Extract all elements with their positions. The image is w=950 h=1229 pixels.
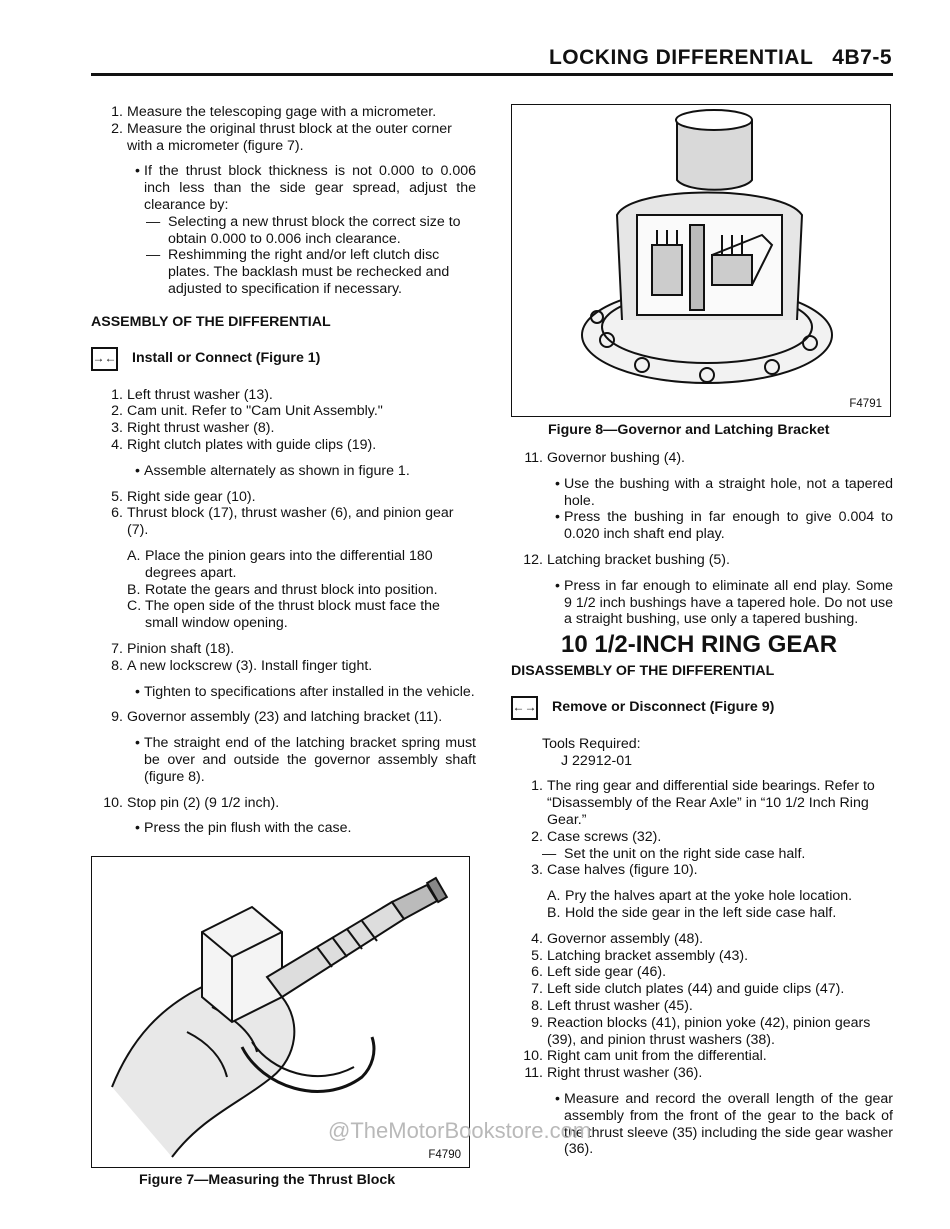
list-item: 11. Governor bushing (4).	[524, 450, 686, 466]
figure-8	[511, 104, 891, 417]
dash-item: — Set the unit on the right side case half.	[542, 845, 806, 862]
list-item: 11. Right thrust washer (36).	[524, 1065, 703, 1082]
bullet-item: • Assemble alternately as shown in figure 1.	[135, 462, 410, 479]
header-rule	[91, 73, 893, 76]
list-item: 6. Thrust block (17), thrust washer (6), and pinion gear (7).	[111, 505, 454, 539]
figure-8-id: F4791	[849, 398, 882, 410]
list-item: 3. Case halves (figure 10).	[531, 862, 698, 879]
list-item: 1. The ring gear and differential side bearings. Refer to “Disassembly of the Rear Axle” in “10 1/2 Inch Ring Gear.”	[531, 778, 875, 828]
dash-item: — Selecting a new thrust block the correct size to obtain 0.000 to 0.006 inch clearance.	[146, 213, 461, 247]
list-item: 5. Latching bracket assembly (43).	[531, 947, 749, 964]
figure-7-id: F4790	[428, 1149, 461, 1161]
lettered-item: A. Place the pinion gears into the differential 180 degrees apart.	[127, 547, 433, 581]
header-title: LOCKING DIFFERENTIAL	[548, 46, 814, 69]
bullet-item: • Press the pin flush with the case.	[135, 820, 352, 837]
left-column	[91, 104, 476, 837]
list-item: 6. Left side gear (46).	[531, 964, 667, 981]
bullet-item: • Use the bushing with a straight hole, not a tapered hole.	[555, 475, 893, 509]
remove-disconnect-icon: ←→	[511, 696, 538, 720]
lettered-item: A. Pry the halves apart at the yoke hole location.	[547, 888, 853, 905]
list-item: 7. Pinion shaft (18).	[111, 640, 235, 657]
list-item: 2. Measure the original thrust block at the outer corner with a micrometer (figure 7).	[111, 120, 452, 154]
bullet-item: • Measure and record the overall length of the gear assembly from the front of the gear to the back of the thrust sleeve (35) including the side gear washer (36).	[555, 1090, 893, 1158]
list-item: 7. Left side clutch plates (44) and guide clips (47).	[531, 981, 845, 998]
figure-7-caption: Figure 7—Measuring the Thrust Block	[139, 1172, 396, 1188]
page-number: 4B7-5	[832, 46, 892, 69]
list-item: 9. Governor assembly (23) and latching bracket (11).	[111, 709, 443, 726]
tools-label: Tools Required:	[542, 735, 641, 752]
list-item: 10. Right cam unit from the differential.	[523, 1048, 767, 1065]
tools-value: J 22912-01	[561, 752, 632, 769]
bullet-item: • Press the bushing in far enough to give 0.004 to 0.020 inch shaft end play.	[555, 509, 893, 543]
list-item: 5. Right side gear (10).	[111, 488, 256, 505]
bullet-item: • The straight end of the latching bracket spring must be over and outside the governor assembly shaft (figure 8).	[135, 735, 476, 785]
governor-illustration	[512, 105, 889, 415]
bullet-item: • Tighten to specifications after installed in the vehicle.	[135, 683, 475, 700]
list-item: 1. Measure the telescoping gage with a micrometer.	[111, 104, 437, 120]
list-item: 4. Governor assembly (48).	[531, 930, 704, 947]
list-item: 1. Left thrust washer (13).	[111, 386, 273, 403]
list-item: 8. Left thrust washer (45).	[531, 997, 693, 1014]
list-item: 10. Stop pin (2) (9 1/2 inch).	[103, 794, 280, 811]
remove-heading: ←→ Remove or Disconnect (Figure 9)	[511, 696, 893, 720]
list-item: 9. Reaction blocks (41), pinion yoke (42), pinion gears (39), and pinion thrust washers (38).	[531, 1014, 871, 1048]
list-item: 2. Case screws (32).	[531, 828, 662, 845]
right-column	[511, 450, 893, 1158]
ring-gear-heading: 10 1/2-INCH RING GEAR	[561, 631, 838, 659]
list-item: 2. Cam unit. Refer to "Cam Unit Assembly."	[111, 403, 383, 420]
list-item: 8. A new lockscrew (3). Install finger tight.	[111, 657, 373, 674]
install-heading: →← Install or Connect (Figure 1)	[91, 347, 476, 371]
lettered-item: B. Rotate the gears and thrust block into position.	[127, 581, 438, 598]
lettered-item: B. Hold the side gear in the left side case half.	[547, 904, 837, 921]
disassembly-heading: DISASSEMBLY OF THE DIFFERENTIAL	[511, 662, 775, 679]
list-item: 12. Latching bracket bushing (5).	[523, 551, 730, 568]
page-header	[549, 46, 892, 70]
install-connect-icon: →←	[91, 347, 118, 371]
assembly-heading: ASSEMBLY OF THE DIFFERENTIAL	[91, 313, 331, 330]
bullet-item: • Press in far enough to eliminate all end play. Some 9 1/2 inch bushings have a tapered hole. Do not use a straight bushing, use only a tapered bushing.	[555, 577, 893, 628]
bullet-item: • If the thrust block thickness is not 0.000 to 0.006 inch less than the side gear spread, adjust the clearance by:	[135, 163, 476, 213]
figure-8-caption: Figure 8—Governor and Latching Bracket	[548, 422, 830, 438]
dash-item: — Reshimming the right and/or left clutch disc plates. The backlash must be rechecked and adjusted to specification if necessary.	[146, 247, 450, 297]
list-item: 3. Right thrust washer (8).	[111, 420, 275, 437]
lettered-item: C. The open side of the thrust block must face the small window opening.	[127, 598, 440, 632]
watermark: @TheMotorBookstore.com	[328, 1118, 592, 1143]
list-item: 4. Right clutch plates with guide clips (19).	[111, 436, 377, 453]
